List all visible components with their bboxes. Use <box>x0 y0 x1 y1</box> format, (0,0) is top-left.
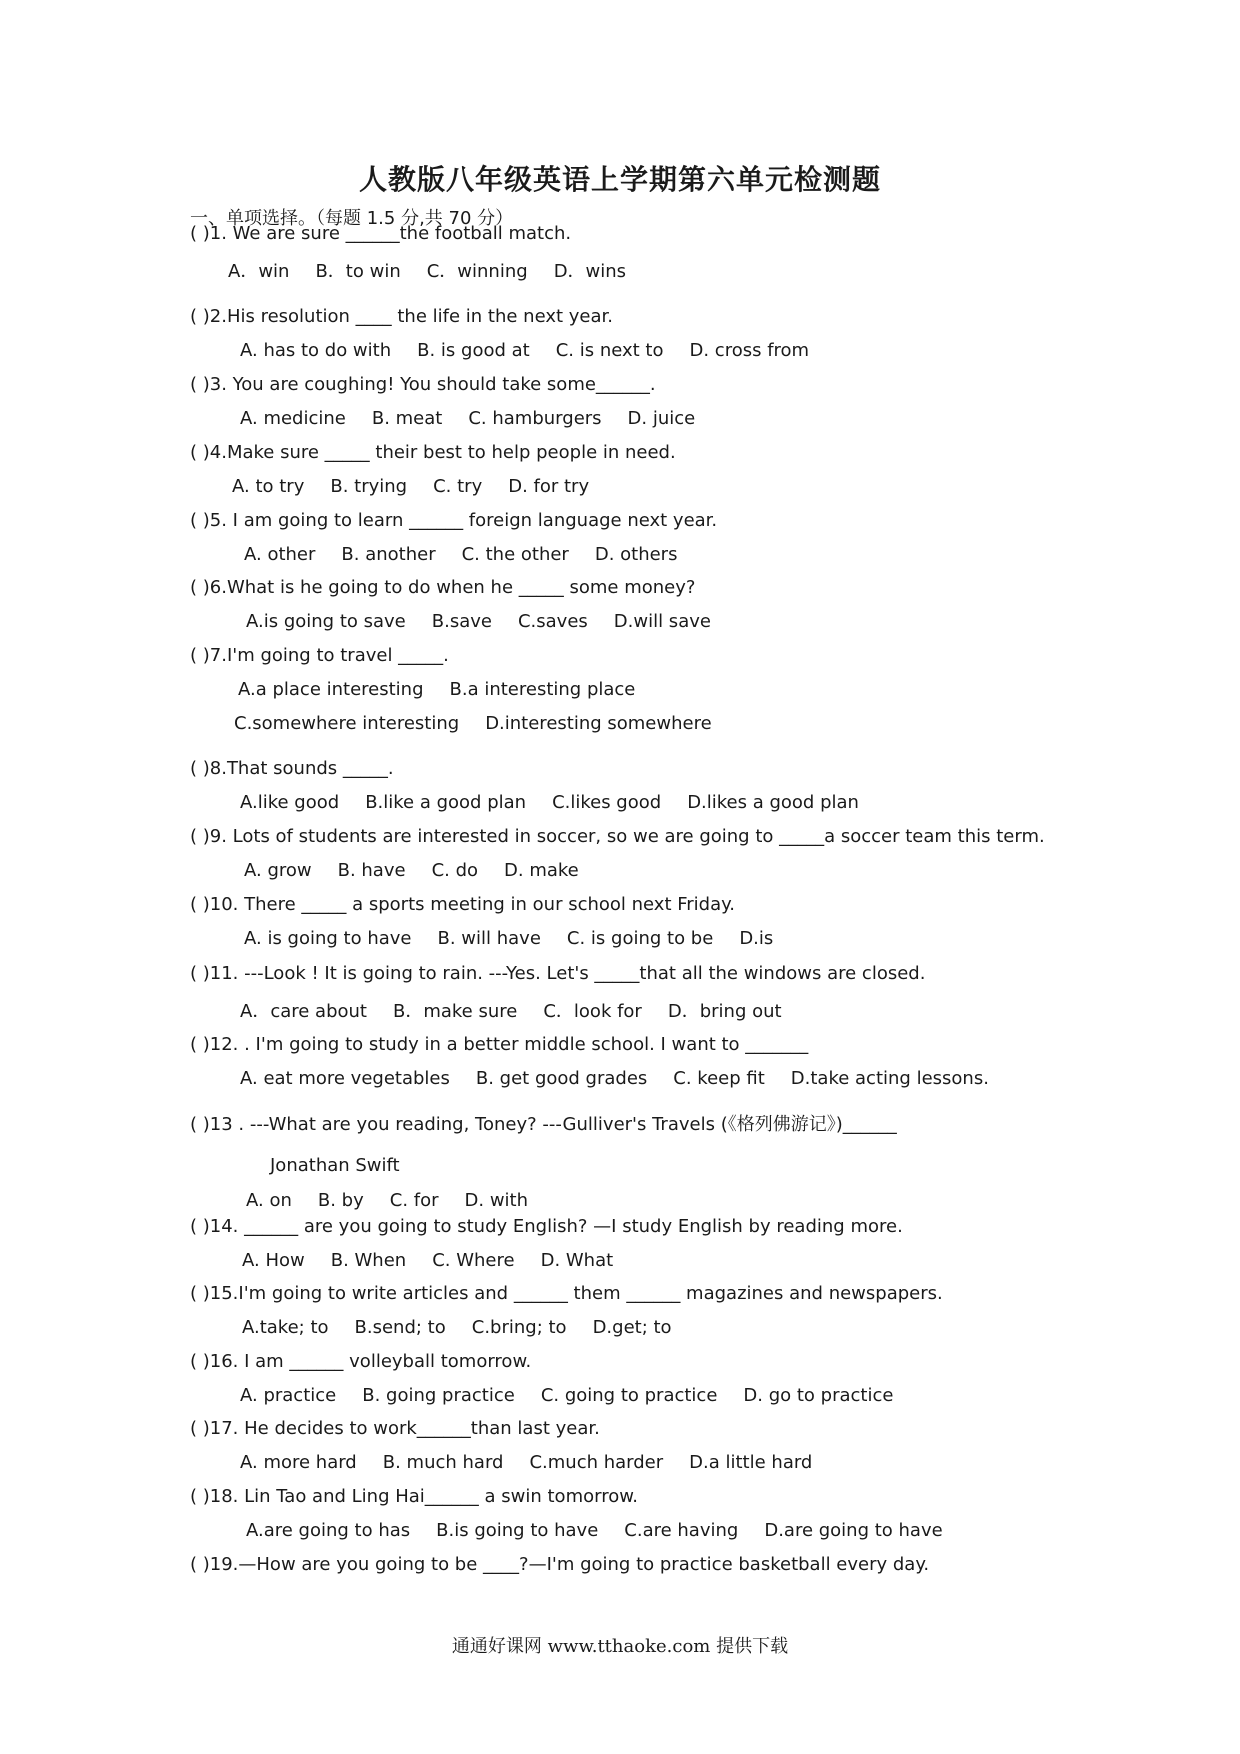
question-stem: ( )15.I'm going to write articles and ______ them ______ magazines and newspapers. <box>190 1283 943 1304</box>
answer-option: C.likes good <box>552 792 662 813</box>
answer-option: C. keep fit <box>673 1068 765 1089</box>
options-row <box>240 408 721 429</box>
options-row <box>238 679 661 700</box>
answer-option: D. juice <box>627 408 696 429</box>
answer-option: D.is <box>739 928 774 949</box>
answer-option: A.a place interesting <box>238 679 424 700</box>
answer-option: A. to try <box>232 476 305 497</box>
answer-option: A. has to do with <box>240 340 392 361</box>
question-stem: ( )12. . I'm going to study in a better middle school. I want to _______ <box>190 1034 809 1055</box>
answer-option: B. is good at <box>417 340 530 361</box>
answer-option: D. others <box>594 544 678 565</box>
answer-option: A. other <box>244 544 316 565</box>
answer-option: A. practice <box>240 1385 337 1406</box>
options-row <box>246 1520 969 1541</box>
options-row <box>240 340 835 361</box>
question-stem: ( )13 . ---What are you reading, Toney? ---Gulliver's Travels (《格列佛游记》)______ <box>190 1114 897 1135</box>
answer-option: A．win <box>228 261 290 282</box>
answer-option: C.are having <box>624 1520 739 1541</box>
answer-option: B．to win <box>315 261 401 282</box>
options-row <box>246 611 737 632</box>
options-row <box>240 1452 838 1473</box>
answer-option: B. another <box>341 544 436 565</box>
options-row <box>244 860 605 881</box>
answer-option: A. grow <box>244 860 312 881</box>
question-stem: ( )3. You are coughing! You should take some______. <box>190 374 656 395</box>
answer-option: B. trying <box>330 476 408 497</box>
answer-option: C．winning <box>426 261 528 282</box>
answer-option: D. go to practice <box>743 1385 894 1406</box>
answer-option: B. much hard <box>382 1452 504 1473</box>
answer-option: B.like a good plan <box>365 792 527 813</box>
answer-option: C. the other <box>461 544 569 565</box>
options-row <box>242 1250 639 1271</box>
question-stem: ( )11. ---Look ! It is going to rain. ---Yes. Let's _____that all the windows are closed. <box>190 963 926 984</box>
answer-option: C. for <box>389 1190 439 1211</box>
answer-option: B. have <box>337 860 406 881</box>
answer-option: B.a interesting place <box>449 679 636 700</box>
answer-option: B.save <box>431 611 492 632</box>
options-row <box>240 1385 919 1406</box>
options-row <box>244 544 703 565</box>
answer-option: A. is going to have <box>244 928 412 949</box>
options-row <box>240 792 885 813</box>
question-stem: ( )8.That sounds _____. <box>190 758 394 779</box>
section-heading: 一、单项选择。（每题 1.5 分,共 70 分） <box>190 208 514 229</box>
answer-option: C. Where <box>432 1250 515 1271</box>
answer-option: B. When <box>330 1250 407 1271</box>
answer-option: D.take acting lessons. <box>790 1068 989 1089</box>
answer-option: C.somewhere interesting <box>234 713 460 734</box>
answer-option: D. for try <box>508 476 590 497</box>
answer-option: B. meat <box>371 408 443 429</box>
answer-option: D.get; to <box>592 1317 672 1338</box>
answer-option: B. get good grades <box>475 1068 648 1089</box>
answer-option: B. going practice <box>362 1385 515 1406</box>
answer-option: A.take; to <box>242 1317 329 1338</box>
footer-credit: 通通好课网 www.tthaoke.com 提供下载 <box>451 1636 789 1657</box>
question-stem: ( )10. There _____ a sports meeting in our school next Friday. <box>190 894 735 915</box>
answer-option: D.will save <box>613 611 711 632</box>
answer-option: D.are going to have <box>764 1520 943 1541</box>
answer-option: D. with <box>464 1190 529 1211</box>
answer-option: B.send; to <box>354 1317 446 1338</box>
answer-option: C．look for <box>543 1001 642 1022</box>
question-stem: ( )1. We are sure ______the football match. <box>190 223 572 244</box>
answer-option: B.is going to have <box>436 1520 599 1541</box>
question-stem: ( )9. Lots of students are interested in soccer, so we are going to _____a soccer team this term. <box>190 826 1045 847</box>
question-stem: ( )16. I am ______ volleyball tomorrow. <box>190 1351 532 1372</box>
question-stem: ( )4.Make sure _____ their best to help people in need. <box>190 442 676 463</box>
question-stem: ( )7.I'm going to travel _____. <box>190 645 449 666</box>
answer-option: A. more hard <box>240 1452 357 1473</box>
answer-option: D.a little hard <box>689 1452 813 1473</box>
answer-option: C.saves <box>517 611 588 632</box>
question-stem: ( )19.—How are you going to be ____?—I'm going to practice basketball every day. <box>190 1554 930 1575</box>
answer-option: C. is next to <box>555 340 664 361</box>
question-stem: ( )14. ______ are you going to study English? —I study English by reading more. <box>190 1216 903 1237</box>
answer-option: D.interesting somewhere <box>485 713 712 734</box>
question-stem: ( )5. I am going to learn ______ foreign language next year. <box>190 510 718 531</box>
answer-option: A.is going to save <box>246 611 406 632</box>
answer-option: C. hamburgers <box>468 408 602 429</box>
answer-option: B. will have <box>437 928 541 949</box>
answer-option: A.are going to has <box>246 1520 411 1541</box>
options-row <box>234 713 738 734</box>
answer-option: D. What <box>540 1250 614 1271</box>
answer-option: A. How <box>242 1250 305 1271</box>
question-stem-continued: Jonathan Swift <box>270 1155 400 1176</box>
answer-option: D.likes a good plan <box>687 792 859 813</box>
answer-option: A．care about <box>240 1001 367 1022</box>
answer-option: A. eat more vegetables <box>240 1068 450 1089</box>
page-title: 人教版八年级英语上学期第六单元检测题 <box>358 163 881 196</box>
answer-option: B. by <box>317 1190 364 1211</box>
answer-option: C. try <box>433 476 483 497</box>
answer-option: A. medicine <box>240 408 346 429</box>
answer-option: A.like good <box>240 792 340 813</box>
answer-option: C. going to practice <box>540 1385 718 1406</box>
answer-option: D．bring out <box>667 1001 782 1022</box>
question-stem: ( )2.His resolution ____ the life in the next year. <box>190 306 613 327</box>
options-row <box>244 928 799 949</box>
question-stem: ( )6.What is he going to do when he _____ some money? <box>190 577 696 598</box>
answer-option: C.bring; to <box>471 1317 567 1338</box>
question-stem: ( )18. Lin Tao and Ling Hai______ a swin tomorrow. <box>190 1486 639 1507</box>
answer-option: A. on <box>246 1190 292 1211</box>
answer-option: D. make <box>504 860 579 881</box>
answer-option: C. is going to be <box>566 928 714 949</box>
answer-option: C.much harder <box>529 1452 664 1473</box>
options-row <box>240 997 808 1023</box>
options-row <box>228 257 652 283</box>
answer-option: D. cross from <box>689 340 810 361</box>
options-row <box>232 476 615 497</box>
options-row <box>246 1190 554 1211</box>
options-row <box>242 1317 698 1338</box>
answer-option: D．wins <box>553 261 627 282</box>
question-stem: ( )17. He decides to work______than last year. <box>190 1418 600 1439</box>
answer-option: C. do <box>431 860 479 881</box>
answer-option: B．make sure <box>392 1001 518 1022</box>
options-row <box>240 1068 1015 1089</box>
